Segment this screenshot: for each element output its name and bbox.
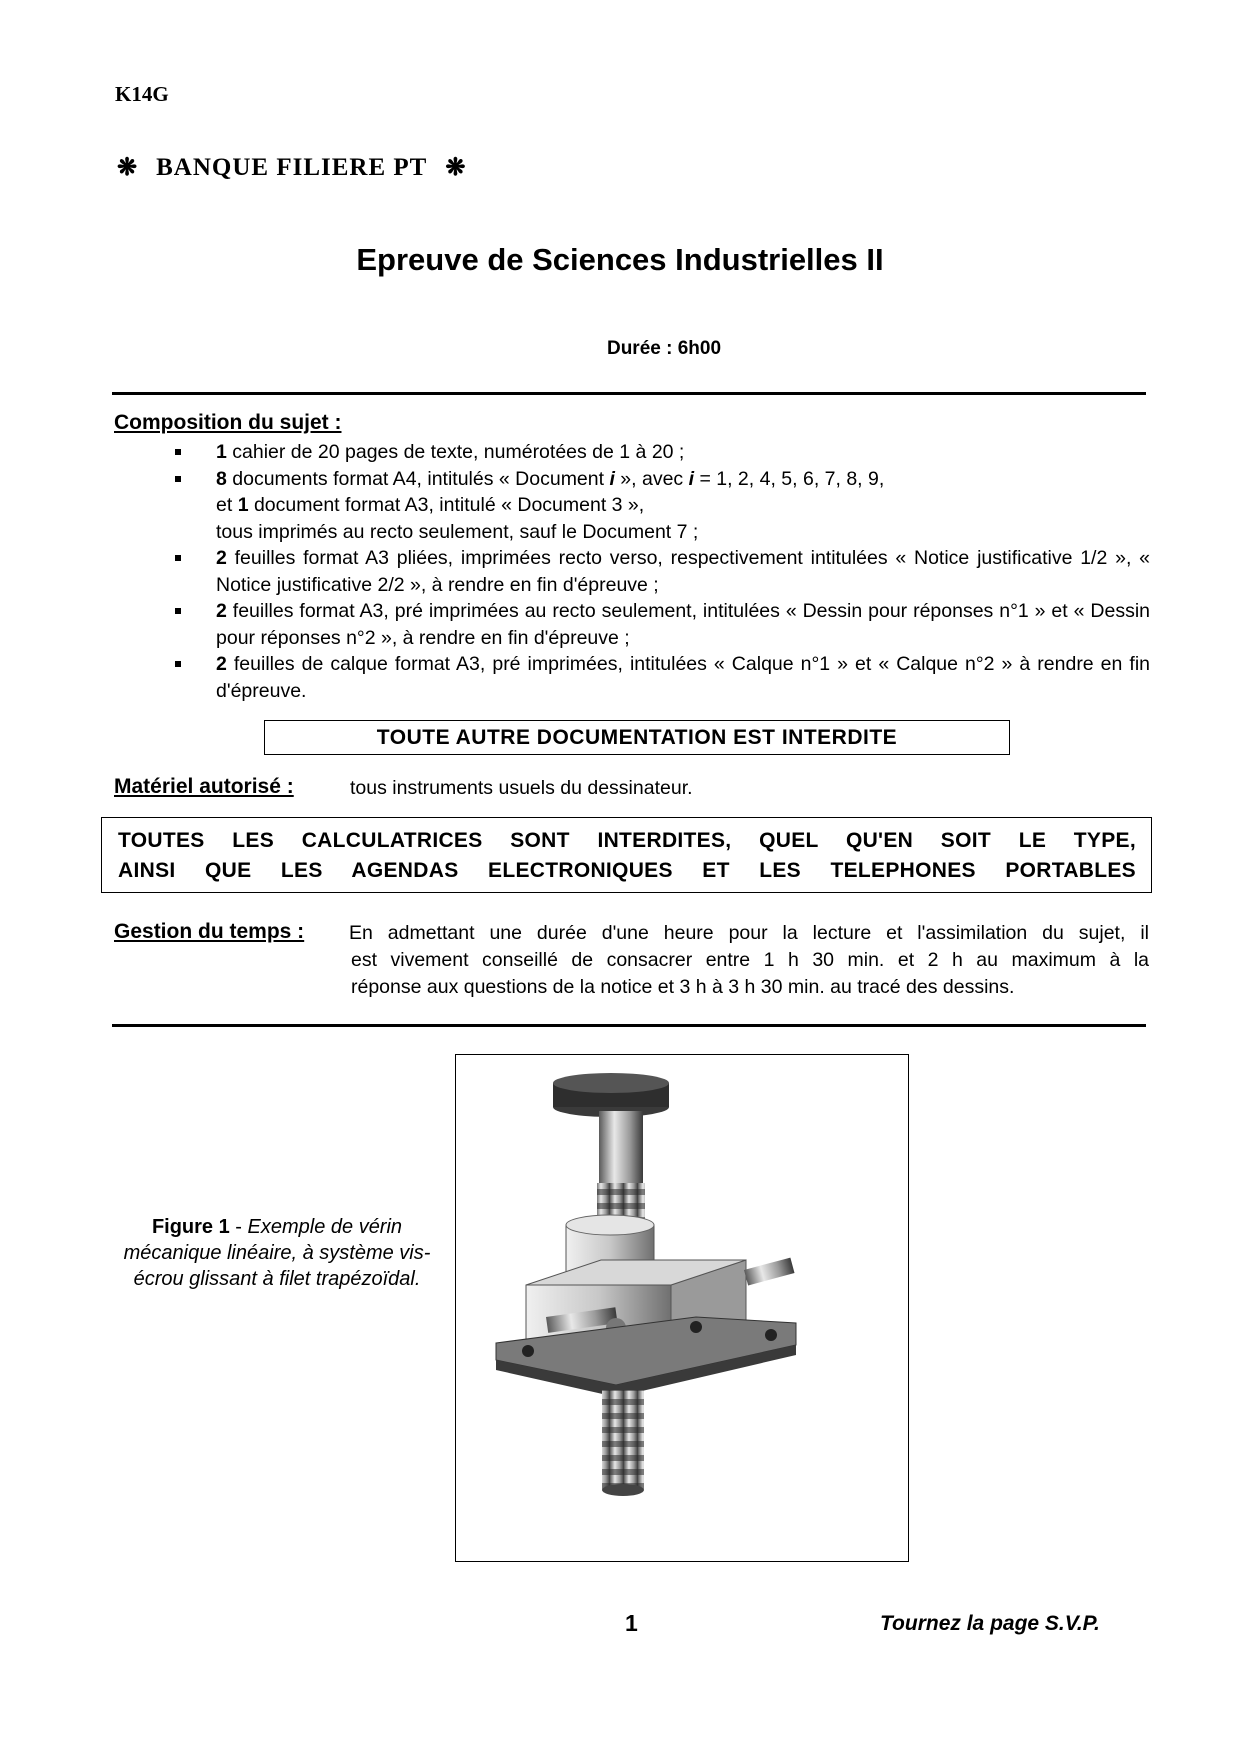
list-item: 2 feuilles format A3 pliées, imprimées recto verso, respectivement intitulées « Notice justificative 1/2 », « Notice justificative 2/2 », à rendre en fin d'épreuve ; — [165, 545, 1150, 598]
divider — [112, 1024, 1146, 1027]
material-value: tous instruments usuels du dessinateur. — [350, 777, 693, 799]
forbidden-notice: TOUTE AUTRE DOCUMENTATION EST INTERDITE — [264, 720, 1010, 755]
exam-duration: Durée : 6h00 — [606, 338, 722, 359]
asterisk-icon: ❋ — [117, 155, 139, 181]
list-item: 8 documents format A4, intitulés « Document i », avec i = 1, 2, 4, 5, 6, 7, 8, 9, et 1 document format A3, intitulé « Document 3 », tous imprimés au recto seulement, sauf le Document 7 ; — [165, 466, 1150, 546]
figure-description: Exemple de vérin mécanique linéaire, à système vis-écrou glissant à filet trapézoïdal. — [123, 1216, 431, 1290]
bank-name: BANQUE FILIERE PT — [156, 153, 428, 181]
material-label: Matériel autorisé : — [114, 775, 294, 798]
list-item: 2 feuilles format A3, pré imprimées au recto seulement, intitulées « Dessin pour réponses n°1 » et « Dessin pour réponses n°2 », à rendre en fin d'épreuve ; — [165, 598, 1150, 651]
figure-frame — [455, 1054, 909, 1562]
time-value: En admettant une durée d'une heure pour la lecture et l'assimilation du sujet, il est vivement conseillé de consacrer entre 1 h 30 min. et 2 h au maximum à la réponse aux questions de la notice et 3 h à 3 h 30 min. au tracé des dessins. — [349, 922, 1149, 998]
page-title: Epreuve de Sciences Industrielles II — [356, 242, 884, 277]
document-code: K14G — [115, 82, 169, 106]
calculator-warning — [101, 817, 1152, 893]
list-item: 2 feuilles de calque format A3, pré imprimées, intitulées « Calque n°1 » et « Calque n°2 » à rendre en fin d'épreuve. — [165, 651, 1150, 704]
time-label: Gestion du temps : — [114, 920, 305, 943]
composition-label: Composition du sujet : — [114, 411, 342, 434]
warning-line: TOUTES LES CALCULATRICES SONT INTERDITES, QUEL QU'EN SOIT LE TYPE, — [118, 829, 1136, 852]
page-number: 1 — [625, 1610, 638, 1636]
warning-line: AINSI QUE LES AGENDAS ELECTRONIQUES ET LES TELEPHONES PORTABLES — [118, 859, 1136, 882]
figure-caption: Figure 1 - Exemple de vérin mécanique linéaire, à système vis-écrou glissant à filet trapézoïdal. — [123, 1216, 431, 1290]
figure-label: Figure 1 — [151, 1216, 230, 1238]
bank-header — [117, 153, 466, 182]
turn-page-note: Tournez la page S.V.P. — [880, 1612, 1100, 1635]
divider — [112, 392, 1146, 395]
asterisk-icon: ❋ — [445, 155, 467, 181]
screw-jack-illustration — [456, 1055, 907, 1560]
composition-list — [165, 439, 1150, 704]
list-item: 1 cahier de 20 pages de texte, numérotées de 1 à 20 ; — [165, 439, 1150, 466]
